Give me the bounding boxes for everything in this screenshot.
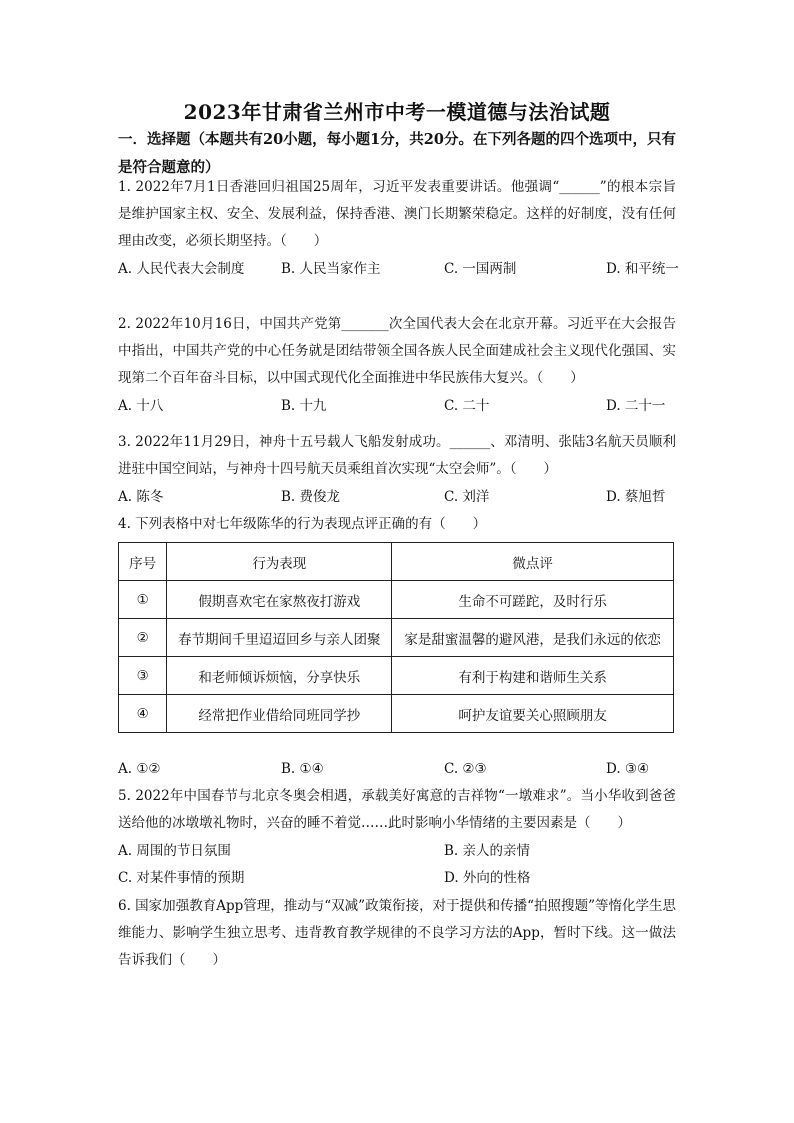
- option-c: C. ②③: [444, 761, 487, 777]
- option-a: A. ①②: [118, 761, 161, 777]
- table-cell: ②: [119, 619, 167, 657]
- table-cell: ④: [119, 695, 167, 733]
- table-cell: ③: [119, 657, 167, 695]
- option-b: B. 十九: [281, 398, 327, 414]
- evaluation-table: [118, 542, 674, 733]
- table-cell: 有利于构建和谐师生关系: [392, 657, 674, 695]
- table-cell: 和老师倾诉烦恼，分享快乐: [167, 657, 392, 695]
- option-b: B. 费俊龙: [281, 489, 341, 505]
- option-d: D. 和平统一: [606, 261, 679, 277]
- table-row: [119, 619, 674, 657]
- table-cell: 呵护友谊要关心照顾朋友: [392, 695, 674, 733]
- table-header-row: [119, 543, 674, 581]
- question-4-options: [118, 756, 678, 783]
- option-d: D. 外向的性格: [444, 870, 531, 886]
- question-5-stem: 5. 2022年中国春节与北京冬奥会相遇，承载美好寓意的吉祥物“一墩难求”。当小华收到爸爸送给他的冰墩墩礼物时，兴奋的睡不着觉……此时影响小华情绪的主要因素是（ ）: [118, 788, 676, 831]
- option-d: D. 蔡旭哲: [606, 489, 666, 505]
- question-2-stem: 2. 2022年10月16日，中国共产党第_______次全国代表大会在北京开幕。习近平在大会报告中指出，中国共产党的中心任务就是团结带领全国各族人民全面建成社会主义现代化强国、实现第二个百年奋斗目标，以中国式现代化全面推进中华民族伟大复兴。（ ）: [118, 316, 676, 386]
- table-cell: 假期喜欢宅在家熬夜打游戏: [167, 581, 392, 619]
- question-4-stem: 4. 下列表格中对七年级陈华的行为表现点评正确的有（ ）: [118, 516, 487, 532]
- question-6-stem: 6. 国家加强教育App管理，推动与“双减”政策衔接，对于提供和传播“拍照搜题”等惰化学生思维能力、影响学生独立思考、违背教育教学规律的不良学习方法的App，暂时下线。这一做法告诉我们（ ）: [118, 898, 676, 968]
- question-1-options: [118, 256, 678, 283]
- question-5-options-row-2: [118, 865, 678, 892]
- option-d: D. ③④: [606, 761, 650, 777]
- table-cell: 春节期间千里迢迢回乡与亲人团聚: [167, 619, 392, 657]
- header-cell: 序号: [119, 543, 167, 581]
- question-2-options: [118, 393, 678, 420]
- option-c: C. 一国两制: [444, 261, 517, 277]
- question-3-stem: 3. 2022年11月29日，神舟十五号载人飞船发射成功。______、邓清明、张陆3名航天员顺利进驻中国空间站，与神舟十四号航天员乘组首次实现“太空会师”。（ ）: [118, 434, 676, 477]
- table-cell: 生命不可蹉跎，及时行乐: [392, 581, 674, 619]
- option-d: D. 二十一: [606, 398, 666, 414]
- option-a: A. 十八: [118, 398, 164, 414]
- option-b: B. 人民当家作主: [281, 261, 381, 277]
- page-title: 2023年甘肃省兰州市中考一模道德与法治试题: [183, 100, 611, 124]
- table-cell: 家是甜蜜温馨的避风港，是我们永远的依恋: [392, 619, 674, 657]
- option-c: C. 刘洋: [444, 489, 490, 505]
- option-a: A. 陈冬: [118, 489, 164, 505]
- section-heading: 一．选择题（本题共有20小题，每小题1分，共20分。在下列各题的四个选项中，只有是符合题意的）: [118, 131, 676, 176]
- option-b: B. ①④: [281, 761, 324, 777]
- option-a: A. 人民代表大会制度: [118, 261, 245, 277]
- table-row: [119, 657, 674, 695]
- question-3-options: [118, 484, 678, 511]
- option-b: B. 亲人的亲情: [444, 843, 531, 859]
- question-5-options-row-1: [118, 838, 678, 865]
- table-cell: 经常把作业借给同班同学抄: [167, 695, 392, 733]
- header-cell: 行为表现: [167, 543, 392, 581]
- option-c: C. 对某件事情的预期: [118, 870, 245, 886]
- table-row: [119, 581, 674, 619]
- option-a: A. 周围的节日氛围: [118, 843, 231, 859]
- table-cell: ①: [119, 581, 167, 619]
- header-cell: 微点评: [392, 543, 674, 581]
- question-1-stem: 1. 2022年7月1日香港回归祖国25周年，习近平发表重要讲话。他强调“______”的根本宗旨是维护国家主权、安全、发展利益，保持香港、澳门长期繁荣稳定。这样的好制度，没有任何理由改变，必须长期坚持。（ ）: [118, 179, 676, 249]
- option-c: C. 二十: [444, 398, 490, 414]
- table-row: [119, 695, 674, 733]
